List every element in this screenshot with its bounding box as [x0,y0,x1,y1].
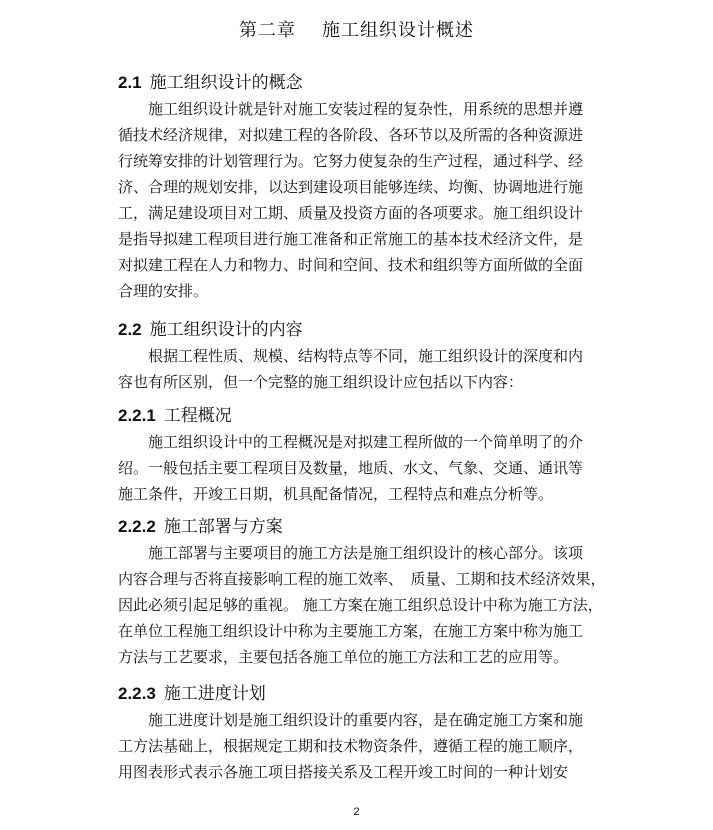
chapter-number: 第二章 [239,20,296,41]
section-2-1 [118,71,608,304]
section-title: 施工组织设计的概念 [149,73,303,93]
section-paragraph [118,540,608,670]
section-title: 施工组织设计的内容 [149,320,303,340]
section-2-2-3 [118,682,608,785]
paragraph-line: 施工组织设计就是针对施工安装过程的复杂性，用系统的思想并遵 [148,100,584,118]
section-heading [118,515,608,539]
paragraph-line: 施工进度计划是施工组织设计的重要内容，是在确定施工方案和施 [148,711,584,729]
paragraph-line: 工方法基础上，根据规定工期和技术物资条件，遵循工程的施工顺序， [118,737,584,755]
paragraph-line: 施工组织设计中的工程概况是对拟建工程所做的一个简单明了的介 [148,433,584,451]
section-paragraph [118,343,608,395]
paragraph-line: 方法与工艺要求，主要包括各施工单位的施工方法和工艺的应用等。 [118,648,569,666]
paragraph-line: 合理的安排。 [118,282,209,300]
paragraph-line: 施工条件，开竣工日期，机具配备情况，工程特点和难点分析等。 [118,485,554,503]
section-2-2-1 [118,404,608,507]
section-2-2-2 [118,515,608,670]
page-number: 2 [353,806,360,818]
paragraph-line: 济、合理的规划安排，以达到建设项目能够连续、均衡、协调地进行施 [118,178,584,196]
section-heading [118,71,608,95]
paragraph-line: 施工部署与主要项目的施工方法是施工组织设计的核心部分。该项 [148,544,584,562]
paragraph-line: 循技术经济规律，对拟建工程的各阶段、各环节以及所需的各种资源进 [118,126,584,144]
section-heading [118,404,608,428]
section-heading [118,682,608,706]
paragraph-line: 容也有所区别，但一个完整的施工组织设计应包括以下内容： [118,373,524,391]
paragraph-line: 对拟建工程在人力和物力、时间和空间、技术和组织等方面所做的全面 [118,256,584,274]
section-2-2 [118,318,608,395]
paragraph-line: 工，满足建设项目对工期、质量及投资方面的各项要求。施工组织设计 [118,204,584,222]
section-number: 2.2.1 [118,406,156,425]
section-number: 2.2.2 [118,517,156,536]
section-number: 2.2.3 [118,684,156,703]
paragraph-line: 是指导拟建工程项目进行施工准备和正常施工的基本技术经济文件，是 [118,230,584,248]
paragraph-line: 用图表形式表示各施工项目搭接关系及工程开竣工时间的一种计划安 [118,763,569,781]
section-paragraph [118,96,608,304]
section-paragraph [118,429,608,507]
paragraph-line: 在单位工程施工组织设计中称为主要施工方案，在施工方案中称为施工 [118,622,584,640]
paragraph-line: 绍。一般包括主要工程项目及数量，地质、水文、气象、交通、通讯等 [118,459,584,477]
section-title: 施工进度计划 [163,684,266,704]
section-number: 2.2 [118,320,142,339]
section-heading [118,318,608,342]
section-title: 施工部署与方案 [163,517,283,537]
chapter-name: 施工组织设计概述 [322,20,474,41]
paragraph-line: 行统筹安排的计划管理行为。它努力使复杂的生产过程，通过科学、经 [118,152,584,170]
section-paragraph [118,707,608,785]
chapter-title [0,18,713,44]
paragraph-line: 根据工程性质、规模、结构特点等不同，施工组织设计的深度和内 [148,347,584,365]
section-number: 2.1 [118,73,142,92]
paragraph-line: 内容合理与否将直接影响工程的施工效率、 质量、工期和技术经济效果， [118,570,606,588]
paragraph-line: 因此必须引起足够的重视。 施工方案在施工组织总设计中称为施工方法， [118,596,603,614]
section-title: 工程概况 [163,406,232,426]
